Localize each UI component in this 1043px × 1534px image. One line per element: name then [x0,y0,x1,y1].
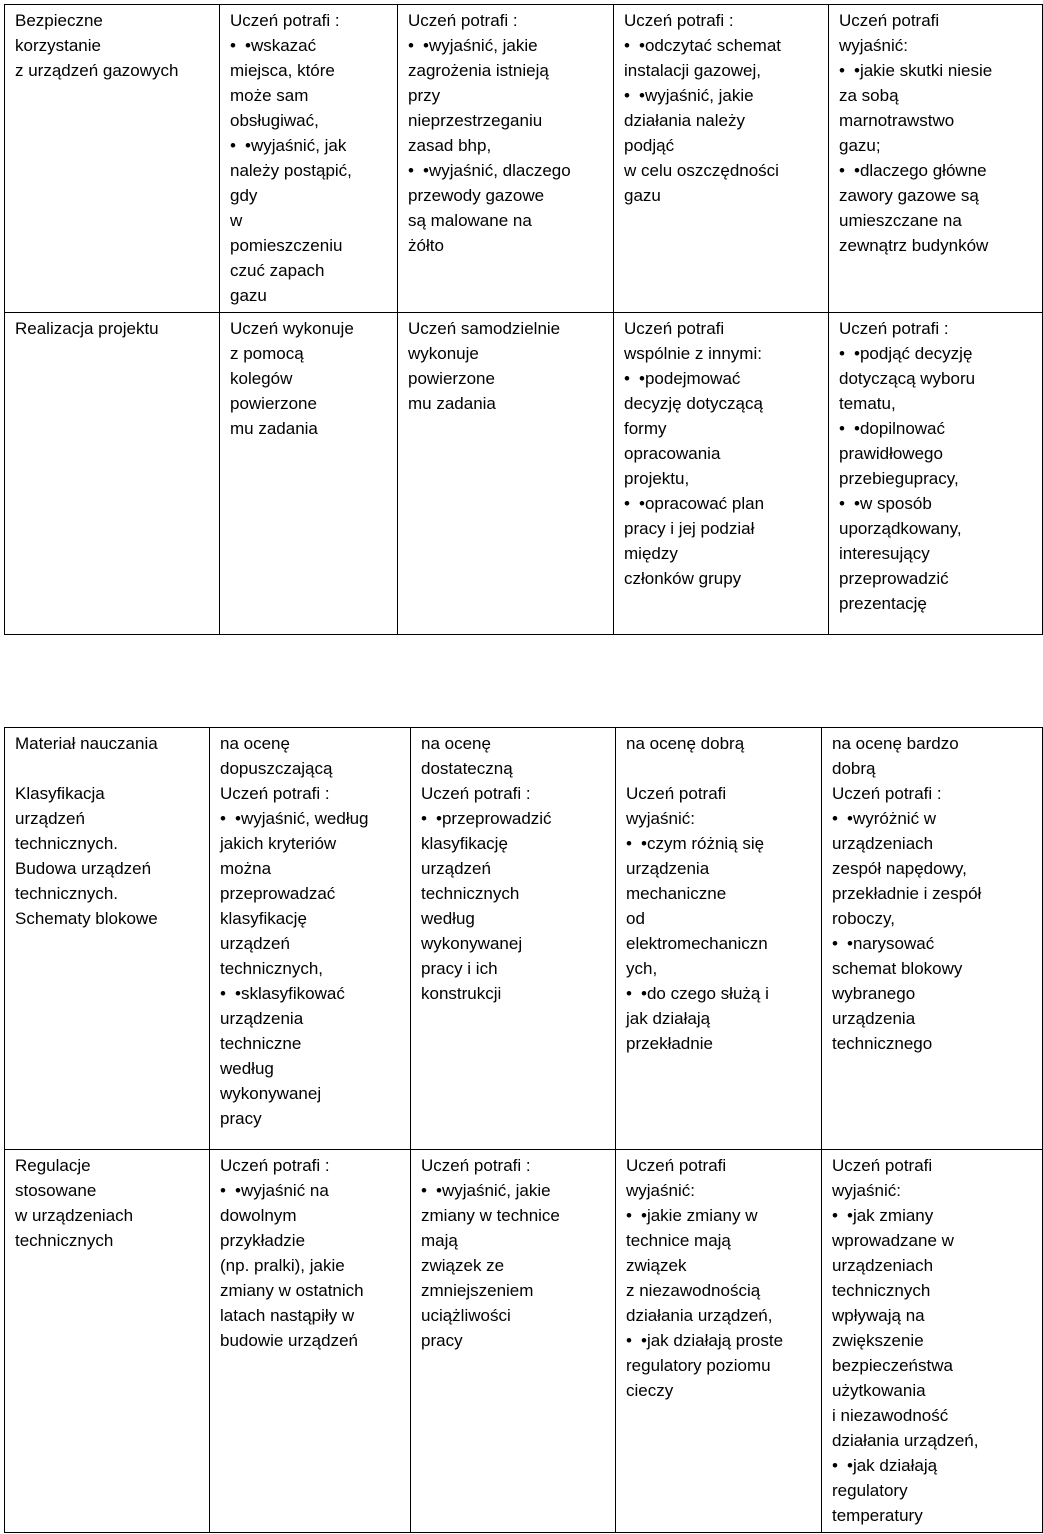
cell-line: związek ze [421,1256,505,1275]
cell-line: przeprowadzić [839,569,949,588]
cell-line: według [421,909,475,928]
table-row [5,5,1043,313]
table-cell [398,313,614,635]
cell-line: zewnątrz budynków [839,236,989,255]
cell-line: przeprowadzać [220,884,336,903]
cell-line: powierzone [230,394,317,413]
cell-line: na ocenę bardzo [832,734,959,753]
cell-line: Regulacje [15,1156,91,1175]
cell-line: • •wyjaśnić, dlaczego [408,158,607,183]
cell-line: stosowane [15,1181,97,1200]
cell-line: gazu; [839,136,881,155]
cell-line: wyjaśnić: [832,1181,901,1200]
cell-line: technicznych. [15,834,118,853]
cell-line: wykonuje [408,344,479,363]
cell-line: budowie urządzeń [220,1331,358,1350]
cell-line: przekładnie [626,1034,713,1053]
cell-line: Materiał nauczania [15,734,158,753]
cell-line: w [230,211,243,230]
cell-line: urządzeniach [832,1256,934,1275]
cell-line: kolegów [230,369,293,388]
cell-line: klasyfikację [220,909,307,928]
table-cell [210,728,411,1150]
cell-line: i niezawodność [832,1406,949,1425]
cell-line: technicznych [15,1231,114,1250]
cell-line: przekładnie i zespół [832,884,982,903]
cell-line [15,756,203,781]
cell-line: powierzone [408,369,495,388]
cell-line: Uczeń potrafi : [839,319,949,338]
cell-line: • •wyjaśnić, jak [230,133,391,158]
cell-line: • •jakie zmiany w [626,1203,815,1228]
table-cell [616,728,822,1150]
cell-line: • •opracować plan [624,491,822,516]
cell-line: Uczeń potrafi : [832,784,942,803]
cell-line: wyjaśnić: [839,36,908,55]
table-cell [210,1150,411,1533]
cell-line: • •sklasyfikować [220,981,404,1006]
table-row [5,1150,1043,1533]
cell-line: technicznego [832,1034,933,1053]
cell-line: wspólnie z innymi: [624,344,762,363]
cell-line: dowolnym [220,1206,297,1225]
cell-line: działania urządzeń, [832,1431,979,1450]
cell-line: • •przeprowadzić [421,806,609,831]
cell-line: Realizacja projektu [15,319,159,338]
cell-line: zmniejszeniem [421,1281,534,1300]
cell-line: • •jak działają proste [626,1328,815,1353]
cell-line: Uczeń potrafi [839,11,940,30]
cell-line: instalacji gazowej, [624,61,762,80]
cell-line: latach nastąpiły w [220,1306,355,1325]
cell-line: • •podjąć decyzję [839,341,1036,366]
cell-line: tematu, [839,394,896,413]
cell-line: klasyfikację [421,834,508,853]
cell-line: • •narysować [832,931,1036,956]
cell-line: Uczeń potrafi [624,319,725,338]
cell-line: mechaniczne [626,884,727,903]
cell-line: mają [421,1231,458,1250]
cell-line: nieprzestrzeganiu [408,111,543,130]
cell-line: • •dopilnować [839,416,1036,441]
table-row [5,313,1043,635]
cell-line: urządzeń [220,934,290,953]
cell-line: Uczeń potrafi : [230,11,340,30]
cell-line: zespół napędowy, [832,859,967,878]
cell-line: członków grupy [624,569,742,588]
table-cell [220,5,398,313]
cell-line: według [220,1059,274,1078]
cell-line: Uczeń potrafi : [220,784,330,803]
cell-line: zagrożenia istnieją [408,61,549,80]
cell-line: zwiększenie [832,1331,924,1350]
cell-line: z pomocą [230,344,304,363]
cell-line: urządzenia [832,1009,916,1028]
cell-line: z urządzeń gazowych [15,61,179,80]
cell-line: zasad bhp, [408,136,492,155]
cell-line: korzystanie [15,36,101,55]
cell-line: • •jak zmiany [832,1203,1036,1228]
cell-line: • •wyróżnić w [832,806,1036,831]
table-cell [5,1150,210,1533]
cell-line: zawory gazowe są [839,186,979,205]
cell-line: uciążliwości [421,1306,511,1325]
cell-line: zmiany w ostatnich [220,1281,364,1300]
table-body [5,728,1043,1533]
cell-line: czuć zapach [230,261,325,280]
cell-line: technicznych, [220,959,323,978]
cell-line: bezpieczeństwa [832,1356,953,1375]
cell-line: ych, [626,959,658,978]
cell-line: może sam [230,86,309,105]
cell-line: technicznych [832,1281,931,1300]
cell-line: gazu [624,186,661,205]
cell-line [626,756,815,781]
cell-line: są malowane na [408,211,532,230]
table-cell [822,1150,1043,1533]
cell-line: • •wyjaśnić, jakie [624,83,822,108]
cell-line: urządzenia [626,859,710,878]
cell-line: można [220,859,272,878]
cell-line: dostateczną [421,759,513,778]
cell-line: regulatory [832,1481,908,1500]
cell-line: Uczeń samodzielnie [408,319,561,338]
cell-line: podjąć [624,136,675,155]
cell-line: wyjaśnić: [626,809,695,828]
cell-line: Bezpieczne [15,11,103,30]
cell-line: roboczy, [832,909,895,928]
cell-line: regulatory poziomu [626,1356,771,1375]
cell-line: • •podejmować [624,366,822,391]
cell-line: interesujący [839,544,930,563]
cell-line: Uczeń potrafi [626,784,727,803]
cell-line: dobrą [832,759,876,778]
cell-line: urządzenia [220,1009,304,1028]
table-cell [5,313,220,635]
cell-line: Uczeń potrafi [626,1156,727,1175]
cell-line: przewody gazowe [408,186,545,205]
cell-line: umieszczane na [839,211,962,230]
table-cell [411,728,616,1150]
cell-line: • •do czego służą i [626,981,815,1006]
cell-line: • •w sposób [839,491,1036,516]
cell-line: działania urządzeń, [626,1306,773,1325]
cell-line: urządzeniach [832,834,934,853]
cell-line: związek [626,1256,687,1275]
cell-line: Uczeń potrafi : [220,1156,330,1175]
cell-line: uporządkowany, [839,519,962,538]
cell-line: miejsca, które [230,61,335,80]
cell-line: na ocenę [220,734,290,753]
cell-line: Schematy blokowe [15,909,158,928]
table-cell [616,1150,822,1533]
cell-line: działania należy [624,111,745,130]
cell-line: Uczeń wykonuje [230,319,354,338]
cell-line: cieczy [626,1381,674,1400]
cell-line: z niezawodnością [626,1281,761,1300]
cell-line: Uczeń potrafi : [624,11,734,30]
cell-line: Budowa urządzeń [15,859,152,878]
cell-line: dopuszczającą [220,759,333,778]
cell-line: wybranego [832,984,916,1003]
cell-line: wprowadzane w [832,1231,954,1250]
table-row [5,728,1043,1150]
cell-line: należy postąpić, [230,161,352,180]
cell-line: mu zadania [408,394,496,413]
cell-line: • •wyjaśnić na [220,1178,404,1203]
cell-line: wykonywanej [220,1084,322,1103]
cell-line: między [624,544,678,563]
cell-line: pracy i jej podział [624,519,755,538]
cell-line: zmiany w technice [421,1206,560,1225]
cell-line: przykładzie [220,1231,306,1250]
cell-line: • •czym różnią się [626,831,815,856]
cell-line: • •wyjaśnić, według [220,806,404,831]
cell-line: pracy [220,1109,262,1128]
cell-line: Uczeń potrafi [832,1156,933,1175]
table-cell [614,313,829,635]
cell-line: opracowania [624,444,721,463]
cell-line: • •wskazać [230,33,391,58]
cell-line: na ocenę dobrą [626,734,745,753]
cell-line: elektromechaniczn [626,934,768,953]
cell-line: techniczne [220,1034,302,1053]
cell-line: technice mają [626,1231,731,1250]
cell-line: na ocenę [421,734,491,753]
cell-line: pomieszczeniu [230,236,343,255]
table-cell [5,728,210,1150]
cell-line: • •wyjaśnić, jakie [421,1178,609,1203]
cell-line: decyzję dotyczącą [624,394,763,413]
cell-line: za sobą [839,86,899,105]
cell-line: Klasyfikacja [15,784,105,803]
cell-line: żółto [408,236,444,255]
cell-line: pracy [421,1331,463,1350]
cell-line: przy [408,86,441,105]
cell-line: prezentację [839,594,927,613]
cell-line: marnotrawstwo [839,111,955,130]
cell-line: formy [624,419,667,438]
cell-line: gdy [230,186,258,205]
cell-line: urządzeń [15,809,85,828]
cell-line: • •jak działają [832,1453,1036,1478]
cell-line: • •dlaczego główne [839,158,1036,183]
cell-line: wyjaśnić: [626,1181,695,1200]
table-cell [614,5,829,313]
requirements-table-bottom [4,727,1043,1533]
cell-line: temperatury [832,1506,923,1525]
table-cell [220,313,398,635]
cell-line: technicznych. [15,884,118,903]
cell-line: prawidłowego [839,444,943,463]
cell-line: konstrukcji [421,984,502,1003]
cell-line: pracy i ich [421,959,498,978]
cell-line: schemat blokowy [832,959,963,978]
table-cell [411,1150,616,1533]
cell-line: obsługiwać, [230,111,319,130]
cell-line: od [626,909,645,928]
cell-line: w celu oszczędności [624,161,779,180]
requirements-table-top [4,4,1043,635]
cell-line: w urządzeniach [15,1206,134,1225]
cell-line: jakich kryteriów [220,834,337,853]
cell-line: (np. pralki), jakie [220,1256,345,1275]
cell-line: wykonywanej [421,934,523,953]
table-cell [5,5,220,313]
table-cell [829,5,1043,313]
cell-line: Uczeń potrafi : [421,1156,531,1175]
cell-line: gazu [230,286,267,305]
cell-line: mu zadania [230,419,318,438]
cell-line: wpływają na [832,1306,925,1325]
cell-line: • •odczytać schemat [624,33,822,58]
table-cell [829,313,1043,635]
cell-line: użytkowania [832,1381,926,1400]
cell-line: urządzeń [421,859,491,878]
cell-line: • •jakie skutki niesie [839,58,1036,83]
cell-line: przebiegupracy, [839,469,959,488]
cell-line: • •wyjaśnić, jakie [408,33,607,58]
cell-line: Uczeń potrafi : [408,11,518,30]
table-cell [398,5,614,313]
cell-line: jak działają [626,1009,711,1028]
cell-line: Uczeń potrafi : [421,784,531,803]
cell-line: technicznych [421,884,520,903]
table-cell [822,728,1043,1150]
cell-line: dotyczącą wyboru [839,369,976,388]
table-body [5,5,1043,635]
cell-line: projektu, [624,469,690,488]
